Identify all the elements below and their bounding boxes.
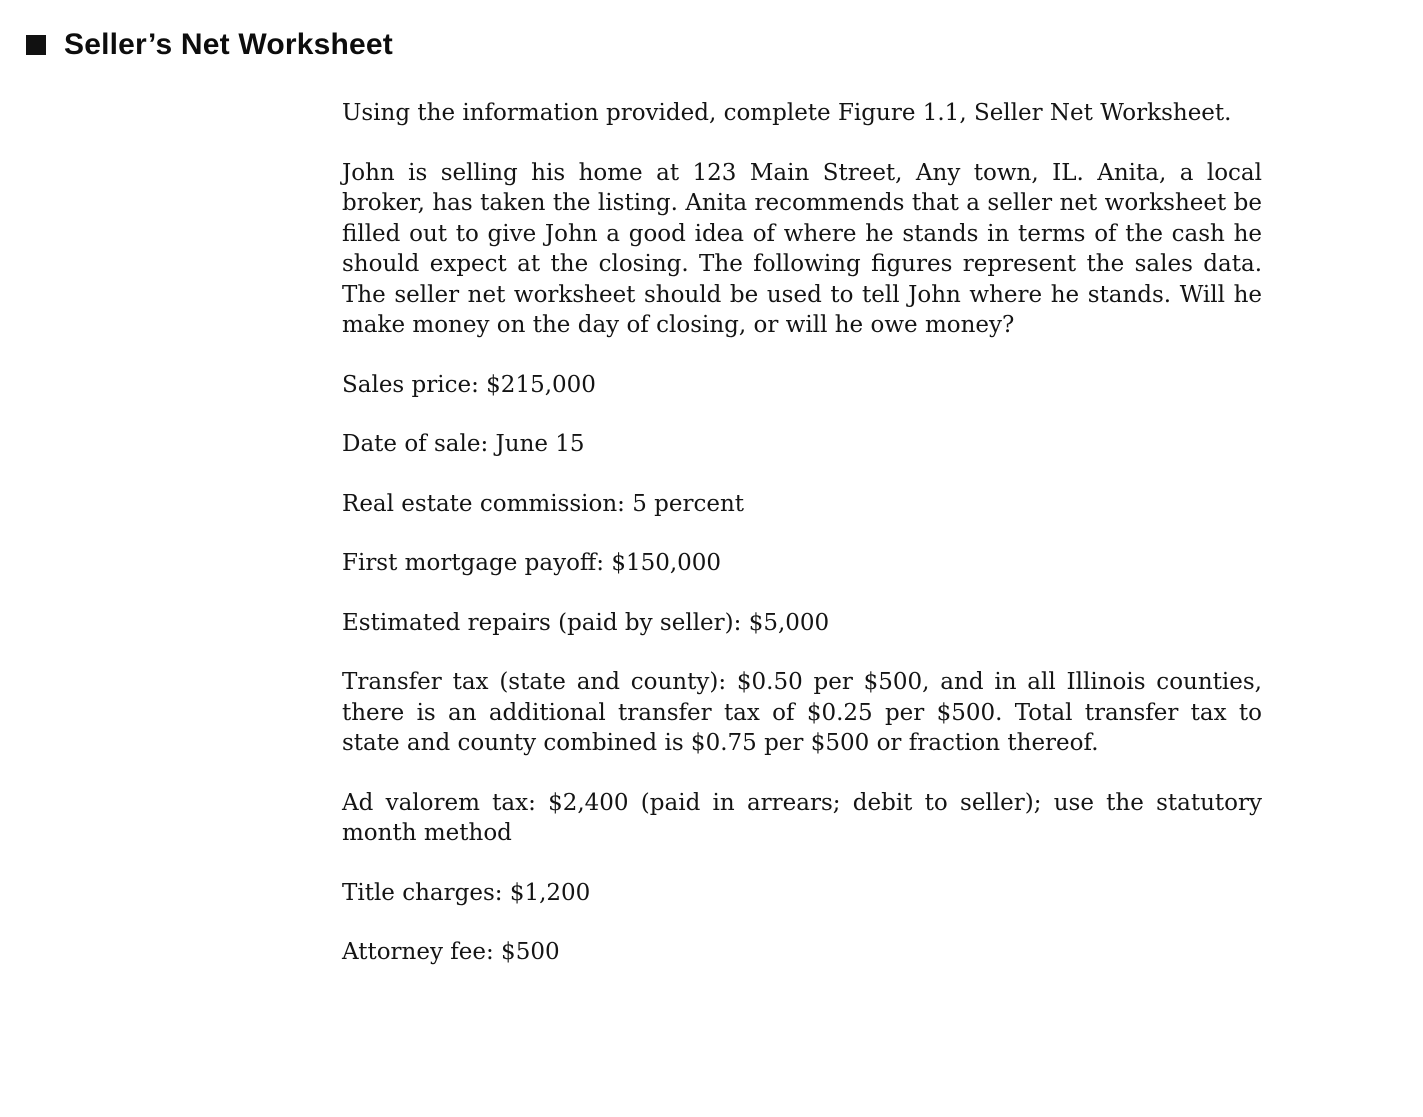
square-bullet-icon (26, 35, 46, 55)
title-charges-line: Title charges: $1,200 (342, 879, 591, 906)
ad-valorem-paragraph: Ad valorem tax: $2,400 (paid in arrears; debit to seller); use the statutory month method (342, 789, 1262, 846)
page-title: Seller’s Net Worksheet (64, 28, 393, 61)
mortgage-payoff-line: First mortgage payoff: $150,000 (342, 550, 722, 576)
section-heading (26, 28, 393, 62)
sales-price-line: Sales price: $215,000 (342, 371, 596, 398)
scenario-paragraph: John is selling his home at 123 Main Street, Any town, IL. Anita, a local broker, has taken the listing. Anita recommends that a seller net worksheet be filled out to give John a good idea of where he stands in terms of the cash he should expect at the closing. The following figures represent the sales data. The seller net worksheet should be used to tell John where he stands. Will he make money on the day of closing, or will he owe money? (342, 159, 1262, 338)
commission-line: Real estate commission: 5 percent (342, 490, 745, 517)
attorney-fee-line: Attorney fee: $500 (342, 939, 560, 965)
date-of-sale-line: Date of sale: June 15 (342, 431, 585, 457)
transfer-tax-paragraph: Transfer tax (state and county): $0.50 per $500, and in all Illinois counties, there is an additional transfer tax of $0.25 per $500. Total transfer tax to state and county combined is $0.75 per $500 or fraction thereof. (342, 669, 1262, 756)
worksheet-body (342, 98, 1262, 997)
intro-paragraph: Using the information provided, complete Figure 1.1, Seller Net Worksheet. (342, 100, 1232, 126)
repairs-line: Estimated repairs (paid by seller): $5,000 (342, 609, 830, 636)
